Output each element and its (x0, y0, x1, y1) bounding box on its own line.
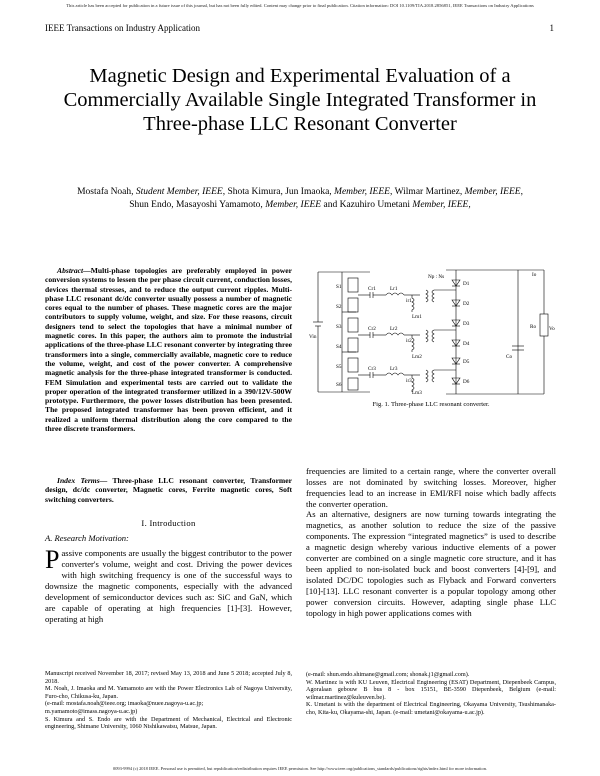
co-label: Co (506, 354, 513, 360)
abstract-text: —Multi-phase topologies are preferably employed in power conversion systems to lessen the per phase circuit current, conduction losses, devices thermal stresses, and to reduce the output current ripples. Multi-phase LLC resonant dc/dc converter usually possess a number of magnetic cores equal to the number of phases. These magnetic cores are the major contributors to supply volume, weight, and size. For these reasons, circuit designers tend to select the topologies that have a minimal number of magnetic cores. In this paper, the authors aim to promote the industrial applications of the three-phase LLC resonant converter by integrating three transformers into a single, commercially available, magnetic core to reduce the volume, weight, and cost of the power converter. A comprehensive magnetic analysis for the three-phase integrated transformer is conducted. FEM Simulation and experimental tests are carried out to validate the proper operation of the integrated transformer utilized in a 390/12V-500W prototype. Furthermore, the power losses distribution has been presented. The proposed integrated transformer has been proven efficient, and it realized a uniform thermal distribution along the core compared to the three discrete transformers. (45, 266, 292, 434)
author-text: , Shun Endo, Masayoshi Yamamoto, (129, 187, 523, 210)
footnote-line: m.yamamoto@imass.nagoya-u.ac.jp) (45, 707, 138, 715)
s5-label: S5 (336, 364, 342, 370)
vo-label: Vo (549, 326, 555, 332)
d3-label: D3 (463, 321, 470, 327)
lm3-label: Lm3 (412, 390, 422, 396)
index-terms-label: Index Terms (57, 476, 100, 485)
footnote-right (306, 671, 556, 717)
author-text: and Kazuhiro Umetani (321, 200, 413, 210)
author-affil: Student Member, IEEE (135, 187, 223, 197)
footnote-line: M. Noah, J. Imaoka and M. Yamamoto are with the Power Electronics Lab of Nagoya University, Furo-cho, Chikusa-ku, Japan. (45, 685, 292, 700)
lr1-label: Lr1 (390, 286, 398, 292)
author-text: , Shota Kimura, Jun Imaoka, (222, 187, 335, 197)
d6-label: D6 (463, 379, 470, 385)
circuit-diagram (308, 266, 556, 398)
abstract-label: Abstract (57, 266, 84, 275)
intro-paragraph (45, 545, 292, 625)
author-affil: Member, IEEE, (412, 200, 471, 210)
d1-label: D1 (463, 281, 470, 287)
ir3-label: ir3 (406, 378, 412, 384)
paper-title: Magnetic Design and Experimental Evaluation of a Commercially Available Single Integrated Transformer in Three-phase LLC Resonant Converter (63, 65, 537, 135)
abstract (45, 266, 292, 433)
footnote-line: S. Kimura and S. Endo are with the Department of Mechanical, Electrical and Electronic engineering, Shimane University, 1060 Nishikawatsu, Matsue, Japan. (45, 715, 292, 731)
lm1-label: Lm1 (412, 314, 422, 320)
body-paragraph: frequencies are limited to a certain range, where the converter overall losses are not dominated by switching losses. Moreover, higher frequencies lead to an increase in EMI/RFI noise which badly affects the converter operation. (306, 466, 556, 509)
np-ns-label: Np : Ns (428, 274, 445, 280)
index-terms (45, 476, 292, 504)
author-text: Mostafa Noah, (77, 187, 136, 197)
author-affil: Member, IEEE (464, 187, 521, 197)
vin-label: Vin (309, 334, 317, 340)
ir1-label: ir1 (406, 298, 412, 304)
running-head: IEEE Transactions on Industry Application (45, 23, 200, 33)
footnote-line: (e-mail: mostafa.noah@ieee.org; imaoka@nuee.nagoya-u.ac.jp; (45, 700, 204, 708)
s3-label: S3 (336, 324, 342, 330)
s1-label: S1 (336, 284, 342, 290)
ro-label: Ro (530, 324, 537, 330)
d4-label: D4 (463, 341, 470, 347)
ir2-label: ir2 (406, 338, 412, 344)
drop-cap: P (45, 545, 60, 574)
s2-label: S2 (336, 304, 342, 310)
d2-label: D2 (463, 301, 470, 307)
footnote-line: (e-mail: shun.endo.shimane@gmail.com; shonak.j1@gmail.com). (306, 671, 470, 678)
footnote-left (45, 670, 292, 731)
intro-text: assive components are usually the biggest contributor to the power converter's volume, weight and cost. Driving the power devices with high switching frequency is one of the successful ways to downsize the magnetic components, especially with the advanced development of semiconductor devices such as: SiC and GaN, which are capable of operating at high frequencies [1]-[3]. However, operating at high (45, 548, 292, 624)
d5-label: D5 (463, 359, 470, 365)
author-affil: Member, IEEE (334, 187, 390, 197)
lm2-label: Lm2 (412, 354, 422, 360)
cr2-label: Cr2 (368, 326, 376, 332)
lr3-label: Lr3 (390, 366, 398, 372)
s6-label: S6 (336, 382, 342, 388)
cr1-label: Cr1 (368, 286, 376, 292)
cr3-label: Cr3 (368, 366, 376, 372)
s4-label: S4 (336, 344, 342, 350)
footnote-line: K. Umetani is with the department of Electrical Engineering, Okayama University, Tsushimanaka-cho, Kita-ku, Okayama-shi, Japan. (e-mail: umetani@okayama-u.ac.jp). (306, 701, 556, 716)
io-label: Io (532, 272, 537, 278)
footnote-line: W. Martinez is with KU Leuven, Electrical Engineering (ESAT) Department, Diepenbeek Campus, Agoralaan gebouw B bus 8 - box 15151, BE-3590 Diepenbeek, Belgium (e-mail: wilmar.martinez@kuleuven.be). (306, 678, 556, 701)
author-text: , Wilmar Martinez, (389, 187, 465, 197)
page-number: 1 (549, 23, 554, 33)
author-list (70, 186, 530, 212)
body-paragraph: As an alternative, designers are now turning towards integrating the magnetics, as another solution to reduce the size of the passive components. The expression “integrated magnetics” is used to describe a magnetic design whereby various inductive elements of a power converter are combined on a single magnetic core structure, and it has been applied to non-isolated buck and boost converters [4]-[9], and isolated DC/DC topologies such as Flyback and Forward converters [10]-[13]. LLC resonant converter is a popular topology among other power conversion circuits. However, adapting single phase LLC topology in high power applications comes with (306, 509, 556, 618)
subsection-heading: A. Research Motivation: (45, 533, 129, 543)
figure-caption: Fig. 1. Three-phase LLC resonant converter. (372, 401, 490, 408)
publication-notice: This article has been accepted for publication in a future issue of this journal, but has not been fully edited. Content may change prior to final publication. Citation information: DOI 10.1109/TIA.2018.2856851, IEEE Transactions on Industry Applications (66, 3, 534, 8)
footnote-line: Manuscript received November 18, 2017; revised May 13, 2018 and June 5 2018; accepted July 8, 2018. (45, 670, 292, 685)
author-affil: Member, IEEE (265, 200, 322, 210)
copyright-footer: 0093-9994 (c) 2018 IEEE. Personal use is permitted, but republication/redistribution requires IEEE permission. See http://www.ieee.org/publications_standards/publications/rights/index.html for more information. (113, 766, 487, 771)
index-terms-text: — Three-phase LLC resonant converter, Transformer design, dc/dc converter, Magnetic cores, Ferrite magnetic cores, Soft switching converters. (45, 476, 292, 504)
section-heading: I. Introduction (141, 518, 196, 528)
lr2-label: Lr2 (390, 326, 398, 332)
